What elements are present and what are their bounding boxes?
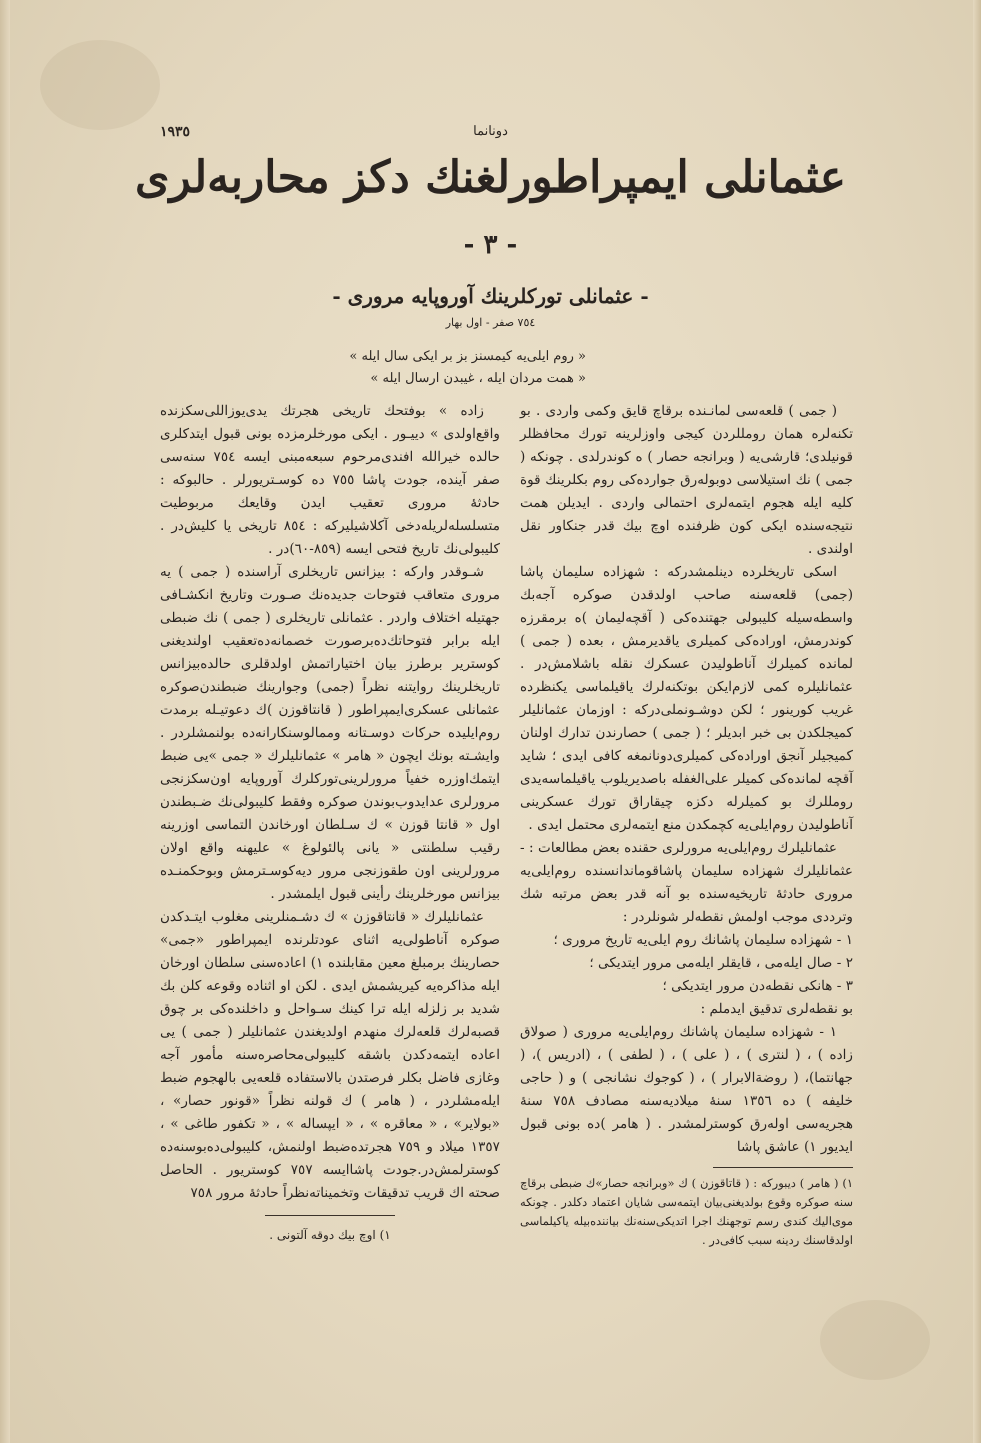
right-column: [520, 400, 853, 1250]
dateline: ٧٥٤ صفر - اول بهار: [445, 316, 536, 329]
part-number: - ٣ -: [463, 230, 518, 260]
paragraph: ١ - شهزاده سلیمان پاشانك روم‌ایلی‌یه مروری ( صولاق زاده ) ، ( لنتری ) ، ( علی ) ، ( لطفی ) ، (ادریس )، ( جهانتما)، ( روضةالابرار ) ، ( كوجوك نشانجی ) و ( حاجی خلیفه ) ده ١٣٥٦ سنهٔ میلادیه‌سنه مصادف ٧٥٨ سنهٔ هجریه‌سی اوله‌رق كوسترلمشدر . ( هامر )ده بونی قبول ایدیور ١) عاشق پاشا: [520, 1024, 853, 1155]
running-head: دونانما: [473, 124, 508, 139]
left-column: [160, 400, 500, 1247]
paragraph: ( جمی ) قلعه‌سی لمانـنده برقاچ قایق وكمی واردی . بو تكنه‌لره همان رومللردن كیجی واوزلرینه تورك محافظلر قونیلدی؛ قارشی‌یه ( وبرانجه حصار ) ه كوندرلدی . چونكه ( جمی ) نك استیلاسی دوبوله‌رق جواردەكی روم بكلرینك قوة كلیه ایله هجوم ایتمه‌لری احتمالی واردی . ایدیلن همت نتیجه‌سنده ایكی كون ظرفنده اوچ بیك قدر جنكاور نقل اولندی .: [520, 403, 853, 557]
epigraph-line: « روم ایلی‌یه كیمسنز بز بر ایكی سال ایله »: [349, 349, 586, 364]
list-item: ١ - شهزاده سلیمان پاشانك روم ایلی‌یه تاریخ مروری ؛: [553, 932, 853, 948]
paragraph: اسكی تاریخلرده دینلمشدركه : شهزاده سلیمان پاشا (جمی) قلعه‌سنه صاحب اولدقدن صوكره آجه‌بك واسطه‌سیله كلیبولی جهتنده‌كی ( آقچه‌لیمان )ه برمقرزه كوندرمش، اوراده‌كی كمیلری یاقدیرمش ، بعده ( جمی ) لمانده كمیلرك آناطولیدن عسكرك نقله باشلامش‌در . عثمانلیلره كمی لازم‌ایكن بوتكنه‌لرك یاقیلماسی یكنظرده غریب كورینور ؛ لكن دوشـونملی‌در‌كه : اوزمان عثمانلیلر كمیجلكدن بی خبر ابدیلر ؛ ( جمی ) حصارندن تدارك اولنان كمیجیلر آنجق اوراده‌كی كمیلری‌دونانمغه كافی ایدی ؛ شاید آقچه لمانده‌كی كمیلر علی‌الغفله باصدیریلوب یاقیلماسه‌یدی رومللرك بو كمیلرله دكزه چیقاراق تورك عسكرینی آناطولیدن روم‌ایلی‌یه كچمكدن منع ایتمه‌لری محتمل ایدی .: [520, 564, 853, 833]
paragraph: عثمانلیلرك روم‌ایلی‌یه مرورلری حقنده بعض مطالعات : - عثمانلیلرك شهزاده سلیمان پاشاقوماندانسنده روم‌ایلی‌یه مروری حادثهٔ تاریخیه‌سنده بو آنه قدر بعض مرتبه شك وترددی موجب اولمش نقطه‌لر شونلردر :: [520, 840, 853, 925]
paragraph: زاده » بوفتحك تاریخی هجرتك یدی‌یوزاللی‌سكزنده واقع‌اولدی » دییـور . ایكی مورخلرمزده بونی قبول ایتدكلری حالده خیرالله افندی‌مرحوم سبعه‌مبنی ایسه ٧٥٤ سنه‌سی صفر آینده، جودت پاشا ٧٥٥ ده كوسـتریورلر . حالبوكه : حادثهٔ مروری تعقیب ایدن وقایعك مربوطیت متسلسله‌لریله‌دخی آكلاشیلیركه : ٨٥٤ تاریخی یا كلیش‌در . كلیبولی‌نك تاریخ فتحی ایسه (٨٥٩-٦٠)در .: [160, 403, 501, 557]
footnote: ١) اوچ بیك دوقه آلتونی .: [269, 1228, 391, 1242]
footnote-rule: [265, 1215, 395, 1216]
footnote-rule: [713, 1167, 853, 1168]
page-header: [0, 124, 981, 148]
paper-stain: [820, 1300, 930, 1380]
epigraph-line: « همت مردان ایله ، غیبدن ارسال ایله »: [370, 371, 586, 386]
paragraph: بو نقطه‌لری تدقیق ایدملم :: [700, 1001, 853, 1017]
paper-stain: [40, 40, 160, 130]
article-subtitle: - عثمانلی توركلرینك آوروپایه مروری -: [332, 284, 649, 308]
page-left-edge: [0, 0, 10, 1443]
page-number: ١٩٣٥: [160, 124, 191, 140]
page-right-edge: [973, 0, 981, 1443]
list-item: ٣ - هانكی نقطه‌دن مرور ایتدیكی ؛: [662, 978, 853, 994]
paragraph: عثمانلیلرك « قانتاقوزن » ك دشـمنلرینی مغلوب ایتـدكدن صوكره آناطولی‌یه اثنای عودتلرنده ایمپراطور «جمی» حصارینك برمبلغ معین مقابلنده ١) اعاده‌سنی سلطان اورخان ایله مذاكره‌یه كیریشمش ایدی . لكن او اثناده وقوعه كلن بك شدید بر زلزله ایله ترا كینك سـواحل و داخلنده‌كی بر چوق قصبه‌لرك قلعه‌لرك منهدم اولدیغندن عثمانلیلر ( جمی ) یی اعاده ایتمه‌دكدن باشقه كلیبولی‌محاصره‌سنه مأمور آجه وغازی فاضل بكلر فرصتدن بالاستفاده قلعه‌یی بالهجوم ضبط ایله‌مشلردر ، ( هامر ) ك قولنه نظراً «قونور حصار» ، «بولایر» ، « معاقره » ، « ایپساله » ، « تكفور طاغی » ، ١٣٥٧ میلاد و ٧٥٩ هجرتده‌ضبط اولنمش، كلیبولی‌ده‌بوسنه‌ده كوسترلمش‌در.جودت پاشاایسه ٧٥٧ كوستریور . الحاصل صحته اك قریب تدقیقات وتخمیناته‌نظراً حادثهٔ مرور ٧٥٨: [160, 909, 500, 1201]
list-item: ٢ - صال ایله‌می ، قایقلر ایله‌می مرور ایتدیكی ؛: [589, 955, 853, 971]
paragraph: شـوقدر واركه : بیزانس تاریخلری آراسنده ( جمی ) یه مروری متعاقب فتوحات جدیده‌نك صـورت وتاریخ انكشـافی جهتیله اختلاف واردر . عثمانلی تاریخلری ( جمی ) نك ضبطی ایله برابر فتوحاتك‌ده‌برصورت خصمانه‌ده‌تعقیب اولندیغنی كوستریر برطرز بیان اختیار‌اتمش اولدقلری حالده‌بیزانس تاریخلرینك روایتنه نظراً (جمی) وجوارینك ضبطندن‌صوكره عثمانلی عسكری‌ایمپراطور ( قانتاقوزن )ك دعوتیـله برمدت روم‌ایلیده حركات دوسـتانه وممالوسنكارانه‌ده بولنمشلردر . وایشـته بونك ایچون « هامر » عثمانلیلرك « جمی »یی ضبط ایتمك‌اوزره خفیاً مرورلرینی‌توركلرك آوروپایه اون‌سكزنجی مرورلری عدایدوب‌بوندن صوكره وفقط كلیبولی‌نك ضـبطندن اول « قانتا قوزن » ك سـلطان اورخاندن التماسی اوزرینه رقیب سلطنتی « یانی پالئولوغ » علیهنه واقع اولان مرورلرینی اون طقوزنجی مرور دیه‌كوسـترمش وبوحكمنـده بیزانس مورخلرینك رأینی قبول ایلمشدر .: [160, 564, 500, 902]
article-title: عثمانلی ایمپراطورلغنك دكز محاربه‌لری: [135, 152, 846, 203]
footnote: ١) ( هامر ) دیبوركه : ( قاتاقوزن ) ك «وبرانجه حصار»ك ضبطی برقاچ سنه صوكره وقوع بولدیغنی‌بیان ایتمه‌سی شایان اعتماد دكلدر . چونكه موی‌الیك كندی رسم توجهنك اجرا اتدیكی‌سنه‌نك بیانندە‌بیله یاكیلماسی اولدقاسنك ردینه سبب كافی‌در .: [520, 1176, 853, 1247]
epigraph: [286, 346, 586, 390]
